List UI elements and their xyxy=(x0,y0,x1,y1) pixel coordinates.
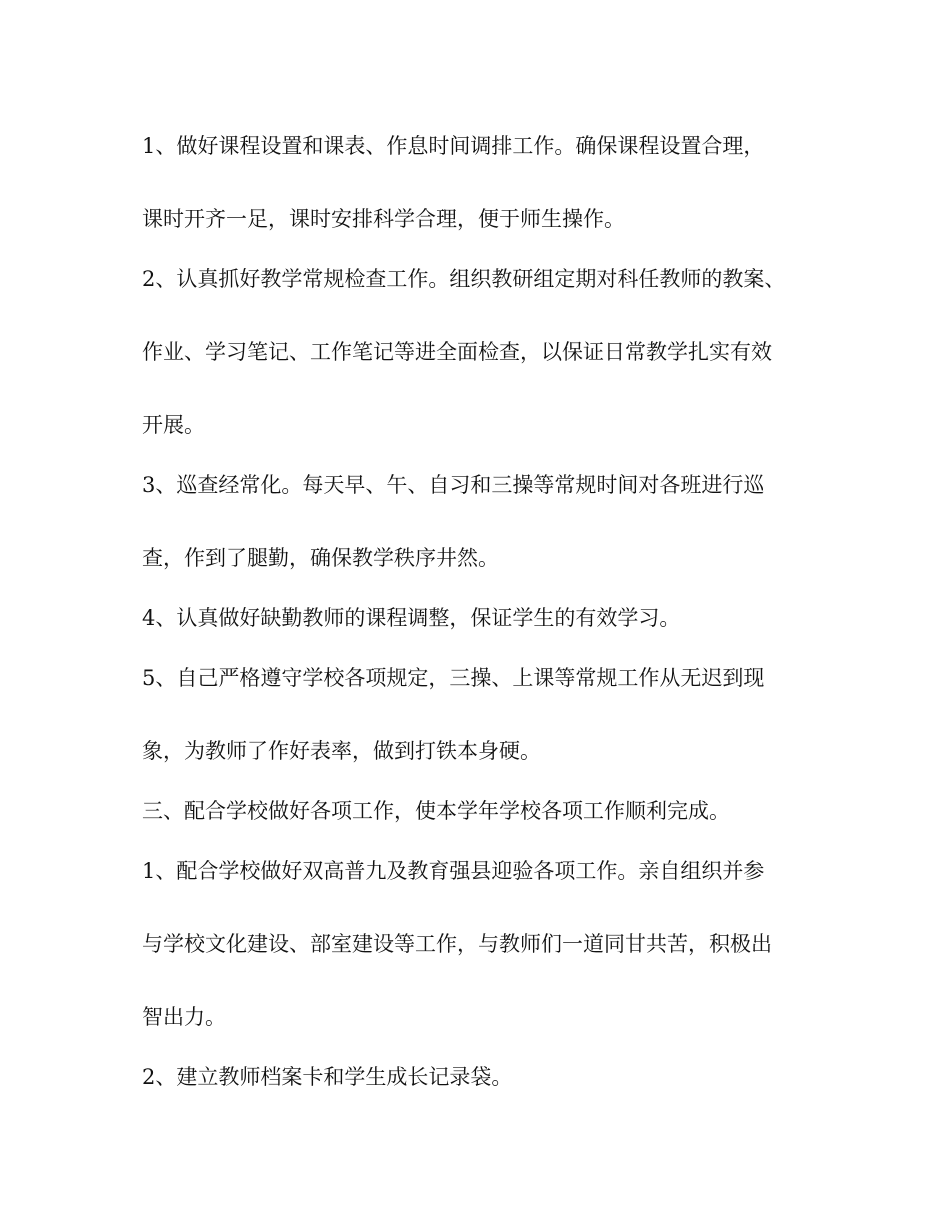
text-line: 查，作到了腿勤，确保教学秩序井然。 xyxy=(142,546,499,570)
text-line: 智出力。 xyxy=(142,1005,226,1029)
text-line: 象，为教师了作好表率，做到打铁本身硬。 xyxy=(142,739,541,763)
text-line: 4、认真做好缺勤教师的课程调整，保证学生的有效学习。 xyxy=(142,606,681,630)
text-line: 5、自己严格遵守学校各项规定，三操、上课等常规工作从无迟到现 xyxy=(142,666,765,690)
text-line: 课时开齐一足，课时安排科学合理，便于师生操作。 xyxy=(142,207,625,231)
text-line: 1、做好课程设置和课表、作息时间调排工作。确保课程设置合理， xyxy=(142,134,765,158)
text-line: 2、建立教师档案卡和学生成长记录袋。 xyxy=(142,1065,513,1089)
text-line: 1、配合学校做好双高普九及教育强县迎验各项工作。亲自组织并参 xyxy=(142,859,765,883)
text-line: 2、认真抓好教学常规检查工作。组织教研组定期对科任教师的教案、 xyxy=(142,267,786,291)
section-heading: 三、配合学校做好各项工作，使本学年学校各项工作顺利完成。 xyxy=(142,799,730,823)
text-line: 作业、学习笔记、工作笔记等进全面检查，以保证日常教学扎实有效 xyxy=(142,340,772,364)
text-line: 与学校文化建设、部室建设等工作，与教师们一道同甘共苦，积极出 xyxy=(142,932,772,956)
text-line: 开展。 xyxy=(142,413,205,437)
text-line: 3、巡查经常化。每天早、午、自习和三操等常规时间对各班进行巡 xyxy=(142,473,765,497)
